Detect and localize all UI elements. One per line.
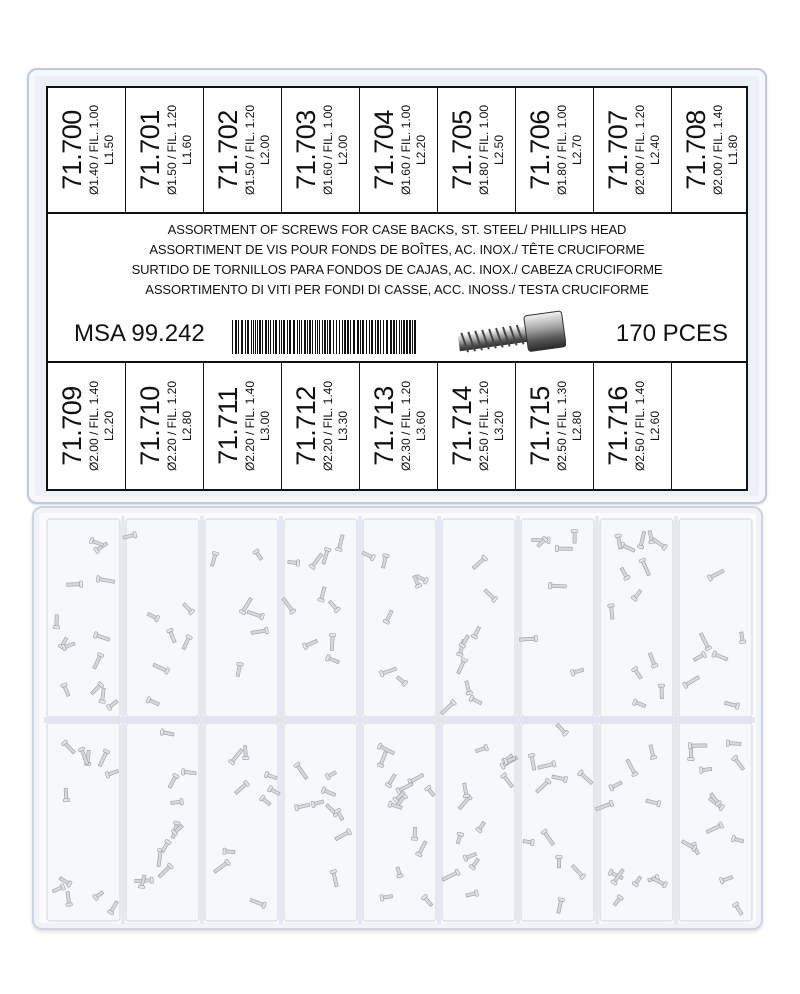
screw-length: L2.50 [492, 134, 506, 166]
screw-spec: Ø2.30 / FIL. 1.20 [399, 380, 413, 472]
empty-cell [672, 363, 746, 489]
screw-length: L2.60 [648, 410, 662, 442]
label-description-area [48, 214, 746, 363]
screw-length: L1.80 [726, 134, 740, 166]
screw-length: L2.00 [258, 134, 272, 166]
screw-spec: Ø2.20 / FIL. 1.40 [243, 380, 257, 472]
screw-code: 71.707 [603, 110, 633, 190]
screw-spec: Ø2.00 / FIL. 1.40 [87, 380, 101, 472]
barcode [232, 320, 418, 354]
screw-code: 71.710 [135, 386, 165, 466]
screw-length: L3.20 [492, 410, 506, 442]
screw-spec: Ø2.50 / FIL. 1.20 [477, 380, 491, 472]
screw-tray[interactable] [32, 506, 763, 930]
screw-spec: Ø2.20 / FIL. 1.40 [321, 380, 335, 472]
screw-code: 71.700 [57, 110, 87, 190]
screw-size-cell [516, 88, 594, 212]
description-line-es: SURTIDO DE TORNILLOS PARA FONDOS DE CAJAS, AC. INOX./ CABEZA CRUCIFORME [131, 262, 663, 277]
screw-spec: Ø1.40 / FIL. 1.00 [87, 104, 101, 196]
description-line-it: ASSORTIMENTO DI VITI PER FONDI DI CASSE, ACC. INOSS./ TESTA CRUCIFORME [145, 282, 649, 297]
tray-compartments [34, 508, 765, 932]
screw-size-cell [204, 88, 282, 212]
screw-icon [456, 308, 566, 360]
screw-size-cell [360, 88, 438, 212]
label-top-row [48, 88, 746, 214]
screw-spec: Ø1.60 / FIL. 1.00 [399, 104, 413, 196]
product-reference: MSA 99.242 [74, 320, 205, 347]
screw-code: 71.708 [681, 110, 711, 190]
screw-spec: Ø2.50 / FIL. 1.30 [555, 380, 569, 472]
screw-length: L2.70 [570, 134, 584, 166]
screw-length: L1.50 [102, 134, 116, 166]
screw-spec: Ø1.50 / FIL. 1.20 [165, 104, 179, 196]
screw-spec: Ø1.80 / FIL. 1.00 [555, 104, 569, 196]
screw-size-cell [438, 363, 516, 489]
screw-spec: Ø2.20 / FIL. 1.20 [165, 380, 179, 472]
screw-size-cell [126, 363, 204, 489]
screw-spec: Ø2.00 / FIL. 1.40 [711, 104, 725, 196]
screw-code: 71.712 [291, 386, 321, 466]
screw-code: 71.713 [369, 386, 399, 466]
screw-length: L3.00 [258, 410, 272, 442]
screw-size-cell [672, 88, 746, 212]
piece-count: 170 PCES [615, 320, 728, 347]
screw-spec: Ø1.50 / FIL. 1.20 [243, 104, 257, 196]
screw-code: 71.706 [525, 110, 555, 190]
screw-length: L2.20 [102, 410, 116, 442]
screw-size-cell [48, 363, 126, 489]
screw-code: 71.711 [213, 387, 243, 465]
screw-code: 71.701 [135, 110, 165, 190]
screw-length: L3.30 [336, 410, 350, 442]
screw-size-cell [126, 88, 204, 212]
screw-length: L2.20 [414, 134, 428, 166]
screw-length: L2.80 [570, 410, 584, 442]
product-label [46, 86, 748, 491]
screw-code: 71.704 [369, 110, 399, 190]
screw-code: 71.709 [57, 386, 87, 466]
screw-size-cell [282, 363, 360, 489]
screw-spec: Ø2.50 / FIL. 1.40 [633, 380, 647, 472]
screw-size-cell [204, 363, 282, 489]
screw-size-cell [48, 88, 126, 212]
screw-spec: Ø1.80 / FIL. 1.00 [477, 104, 491, 196]
screw-length: L2.80 [180, 410, 194, 442]
assortment-description [48, 220, 746, 300]
screw-size-cell [516, 363, 594, 489]
screw-length: L2.00 [336, 134, 350, 166]
description-line-fr: ASSORTIMENT DE VIS POUR FONDS DE BOÎTES, AC. INOX./ TÊTE CRUCIFORME [149, 242, 645, 257]
screw-code: 71.705 [447, 110, 477, 190]
screw-spec: Ø1.60 / FIL. 1.00 [321, 104, 335, 196]
screw-size-cell [594, 88, 672, 212]
screw-size-cell [360, 363, 438, 489]
screw-code: 71.702 [213, 110, 243, 190]
screw-code: 71.714 [447, 386, 477, 466]
screw-size-cell [438, 88, 516, 212]
description-line-en: ASSORTMENT OF SCREWS FOR CASE BACKS, ST. STEEL/ PHILLIPS HEAD [167, 222, 627, 237]
screw-length: L3.60 [414, 410, 428, 442]
screw-code: 71.715 [525, 386, 555, 466]
screw-size-cell [282, 88, 360, 212]
label-bottom-row [48, 361, 746, 489]
screw-size-cell [594, 363, 672, 489]
screw-spec: Ø2.00 / FIL. 1.20 [633, 104, 647, 196]
screw-code: 71.716 [603, 386, 633, 466]
screw-length: L1.60 [180, 134, 194, 166]
screw-code: 71.703 [291, 110, 321, 190]
screw-length: L2.40 [648, 134, 662, 166]
